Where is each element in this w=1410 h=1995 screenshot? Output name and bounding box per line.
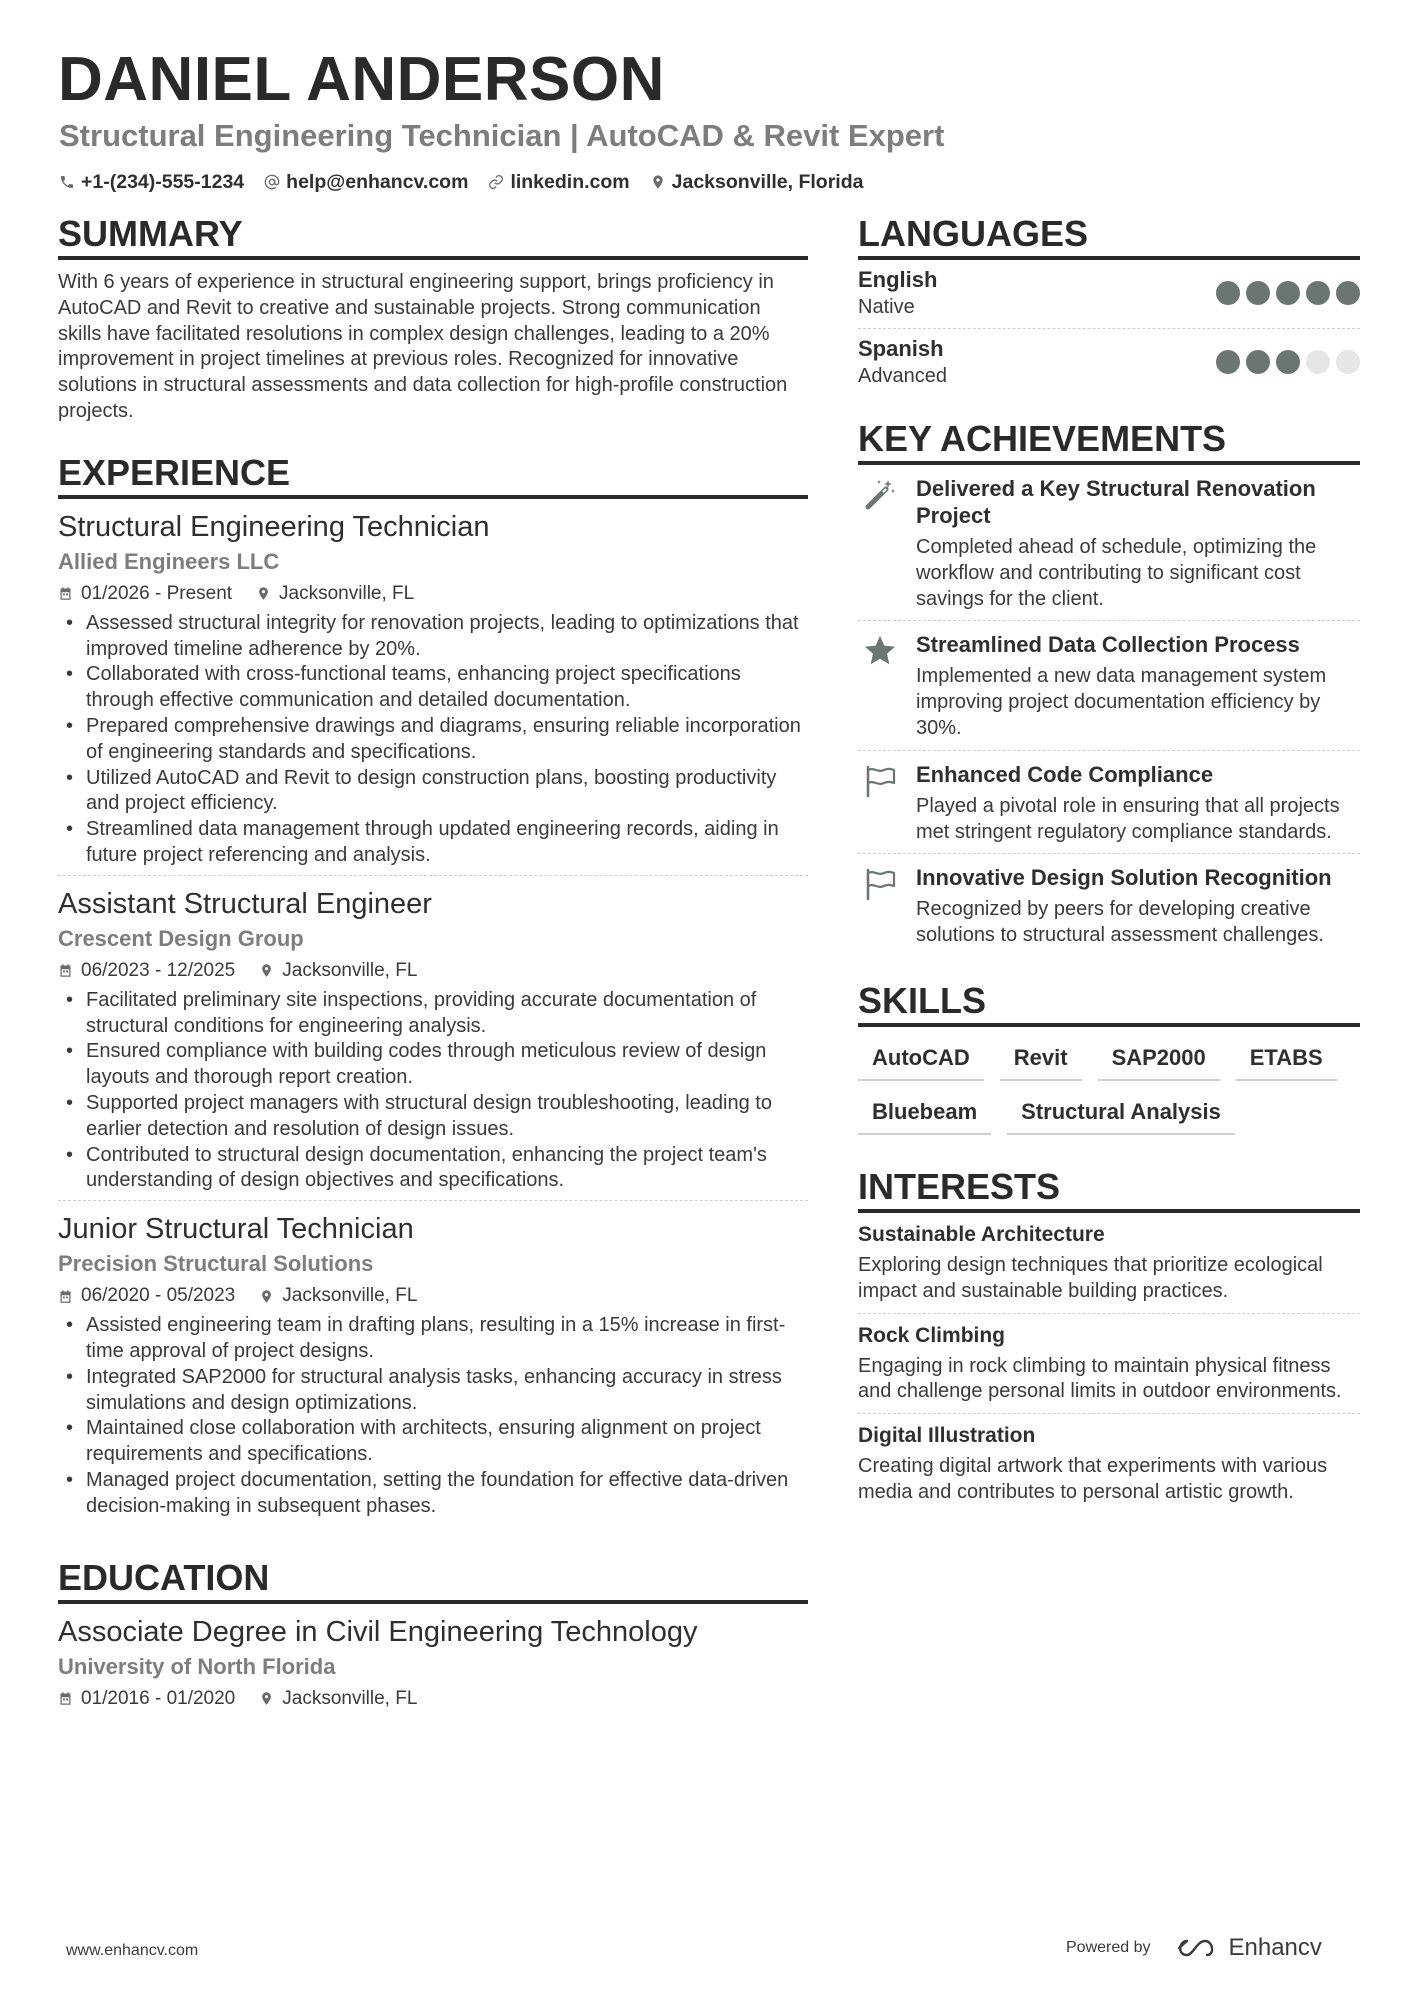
skill-tag: AutoCAD [858, 1041, 984, 1081]
magic-wand-icon [862, 477, 898, 513]
job-dates-text: 06/2020 - 05/2023 [81, 1285, 236, 1307]
summary-heading: SUMMARY [58, 212, 808, 260]
location-icon [256, 586, 271, 601]
education-dates-text: 01/2016 - 01/2020 [81, 1687, 236, 1709]
job-title: Junior Structural Technician [58, 1213, 414, 1246]
job-entry [58, 499, 808, 876]
achievement-title: Innovative Design Solution Recognition [916, 865, 1332, 891]
rating-dot-filled [1216, 350, 1240, 374]
job-bullet: • Contributed to structural design documentation, enhancing the project team's understanding of design objectives and specifications. [58, 1143, 808, 1195]
languages-section [858, 212, 1360, 397]
contact-phone[interactable] [59, 168, 244, 196]
degree-title: Associate Degree in Civil Engineering Technology [58, 1615, 698, 1648]
interests-heading: INTERESTS [858, 1165, 1360, 1213]
brand-logo[interactable] [1175, 1934, 1322, 1962]
language-rating [1216, 350, 1360, 374]
achievement-item [858, 465, 1360, 621]
achievement-item [858, 751, 1360, 855]
company-name: Precision Structural Solutions [58, 1251, 374, 1277]
flag-icon [862, 866, 898, 902]
right-column [858, 212, 1360, 1514]
rating-dot-filled [1276, 350, 1300, 374]
education-entry [58, 1604, 808, 1718]
rating-dot-filled [1246, 350, 1270, 374]
achievement-title: Streamlined Data Collection Process [916, 632, 1300, 658]
left-column [58, 212, 808, 1718]
skill-tag: SAP2000 [1098, 1041, 1220, 1081]
achievement-desc: Played a pivotal role in ensuring that all projects met stringent regulatory compliance standards. [916, 794, 1340, 843]
job-title: Structural Engineering Technician [58, 510, 490, 543]
interest-desc: Creating digital artwork that experiments with various media and contributes to personal artistic growth. [858, 1455, 1328, 1503]
language-item [858, 260, 1360, 329]
job-dates [58, 581, 232, 607]
contact-linkedin-text: linkedin.com [510, 171, 630, 193]
job-meta [58, 581, 808, 607]
job-dates-text: 06/2023 - 12/2025 [81, 959, 236, 981]
interest-desc: Exploring design techniques that prioritize ecological impact and sustainable building practices. [858, 1253, 1323, 1302]
job-bullet: • Integrated SAP2000 for structural analysis tasks, enhancing accuracy in stress simulations and design optimizations. [58, 1365, 808, 1417]
powered-by-label: Powered by [1066, 1939, 1151, 1956]
rating-dot-filled [1306, 281, 1330, 305]
job-bullet: • Streamlined data management through updated engineering records, aiding in future project referencing and analysis. [58, 817, 808, 869]
brand-name: Enhancv [1228, 1934, 1322, 1961]
job-bullets [58, 988, 808, 1194]
achievement-desc: Completed ahead of schedule, optimizing the workflow and contributing to significant cost savings for the client. [916, 536, 1317, 610]
language-name: English [858, 267, 938, 292]
education-dates [58, 1686, 235, 1712]
interest-desc: Engaging in rock climbing to maintain physical fitness and challenge personal limits in outdoor environments. [858, 1354, 1342, 1403]
education-section [58, 1556, 808, 1718]
at-icon [264, 174, 280, 190]
achievements-section [858, 417, 1360, 957]
school-name: University of North Florida [58, 1653, 336, 1679]
job-bullet: • Facilitated preliminary site inspections, providing accurate documentation of structural conditions for engineering analysis. [58, 988, 808, 1040]
candidate-name: DANIEL ANDERSON [58, 45, 665, 114]
education-heading: EDUCATION [58, 1556, 808, 1604]
rating-dot-filled [1276, 281, 1300, 305]
calendar-icon [58, 1289, 73, 1304]
job-bullets [58, 611, 808, 869]
skill-tag: Revit [1000, 1041, 1082, 1081]
languages-heading: LANGUAGES [858, 212, 1360, 260]
interest-item [858, 1414, 1360, 1514]
contact-email[interactable] [264, 168, 468, 196]
rating-dot-filled [1216, 281, 1240, 305]
star-icon [862, 633, 898, 669]
location-icon [650, 174, 666, 190]
job-location [259, 1283, 417, 1309]
achievement-item [858, 621, 1360, 750]
job-bullet: • Ensured compliance with building codes through meticulous review of design layouts and thorough report creation. [58, 1039, 808, 1091]
skill-tag: Structural Analysis [1007, 1095, 1235, 1135]
rating-dot-filled [1246, 281, 1270, 305]
calendar-icon [58, 963, 73, 978]
language-rating [1216, 281, 1360, 305]
footer-branding [1066, 1934, 1322, 1962]
location-icon [259, 1289, 274, 1304]
footer-website[interactable]: www.enhancv.com [66, 1942, 199, 1959]
job-location-text: Jacksonville, FL [279, 582, 415, 604]
company-name: Crescent Design Group [58, 925, 304, 951]
job-location [256, 581, 414, 607]
achievement-item [858, 854, 1360, 957]
skills-heading: SKILLS [858, 979, 1360, 1027]
achievement-desc: Implemented a new data management system improving project documentation efficiency by 30%. [916, 665, 1327, 739]
education-location [259, 1686, 417, 1712]
job-bullets [58, 1313, 808, 1519]
job-entry [58, 876, 808, 1201]
calendar-icon [58, 1691, 73, 1706]
job-bullet: • Collaborated with cross-functional teams, enhancing project specifications through effective communication and detailed documentation. [58, 662, 808, 714]
interest-item [858, 1314, 1360, 1415]
contact-location [650, 168, 864, 196]
rating-dot-filled [1336, 281, 1360, 305]
job-location-text: Jacksonville, FL [282, 1285, 418, 1307]
interest-title: Sustainable Architecture [858, 1222, 1105, 1246]
language-name: Spanish [858, 336, 944, 361]
education-location-text: Jacksonville, FL [282, 1687, 418, 1709]
job-bullet: • Managed project documentation, setting the foundation for effective data-driven decision-making in subsequent phases. [58, 1468, 808, 1520]
link-icon [488, 174, 504, 190]
company-name: Allied Engineers LLC [58, 548, 280, 574]
interests-section [858, 1165, 1360, 1514]
language-item [858, 329, 1360, 397]
skills-list [858, 1041, 1360, 1135]
rating-dot-empty [1336, 350, 1360, 374]
interest-title: Digital Illustration [858, 1424, 1036, 1448]
summary-section [58, 212, 808, 425]
job-meta [58, 958, 808, 984]
summary-text: With 6 years of experience in structural engineering support, brings proficiency in AutoCAD and Revit to creative and sustainable projects. Strong communication skills have facilitated resolutions in complex design challenges, leading to a 20% improvement in project timelines at previous roles. Recognized for innovative solutions in structural assessments and data collection for high-profile construction projects. [58, 271, 788, 422]
interest-title: Rock Climbing [858, 1323, 1006, 1347]
education-meta [58, 1686, 808, 1712]
job-bullet: • Utilized AutoCAD and Revit to design construction plans, boosting productivity and project efficiency. [58, 766, 808, 818]
location-icon [259, 1691, 274, 1706]
skills-section [858, 979, 1360, 1135]
contact-location-text: Jacksonville, Florida [671, 171, 864, 193]
job-bullet: • Assessed structural integrity for renovation projects, leading to optimizations that improved timeline adherence by 20%. [58, 611, 808, 663]
job-title: Assistant Structural Engineer [58, 887, 432, 920]
job-dates [58, 958, 235, 984]
job-bullet: • Assisted engineering team in drafting plans, resulting in a 15% increase in first-time approval of project designs. [58, 1313, 808, 1365]
skill-tag: Bluebeam [858, 1095, 991, 1135]
location-icon [259, 963, 274, 978]
job-location [259, 958, 417, 984]
rating-dot-empty [1306, 350, 1330, 374]
phone-icon [59, 174, 75, 190]
enhancv-logo-icon [1175, 1935, 1221, 1961]
achievements-heading: KEY ACHIEVEMENTS [858, 417, 1360, 465]
job-bullet: • Supported project managers with structural design troubleshooting, leading to earlier detection and resolution of design issues. [58, 1091, 808, 1143]
experience-section [58, 451, 808, 1526]
job-location-text: Jacksonville, FL [282, 959, 418, 981]
job-dates-text: 01/2026 - Present [81, 582, 233, 604]
contact-email-text: help@enhancv.com [286, 171, 469, 193]
flag-icon [862, 763, 898, 799]
job-bullet: • Maintained close collaboration with architects, ensuring alignment on project requirements and specifications. [58, 1416, 808, 1468]
job-dates [58, 1283, 235, 1309]
interest-item [858, 1213, 1360, 1314]
achievement-desc: Recognized by peers for developing creative solutions to structural assessment challenges. [916, 898, 1324, 947]
candidate-title: Structural Engineering Technician | AutoCAD & Revit Expert [59, 118, 945, 153]
achievement-title: Enhanced Code Compliance [916, 761, 1214, 787]
language-level: Advanced [858, 365, 947, 387]
calendar-icon [58, 586, 73, 601]
achievement-title: Delivered a Key Structural Renovation Project [916, 476, 1316, 528]
skill-tag: ETABS [1236, 1041, 1337, 1081]
job-meta [58, 1283, 808, 1309]
contact-bar [59, 168, 863, 196]
contact-phone-text: +1-(234)-555-1234 [81, 171, 245, 193]
contact-linkedin[interactable] [488, 168, 629, 196]
language-level: Native [858, 296, 915, 318]
experience-heading: EXPERIENCE [58, 451, 808, 499]
job-bullet: • Prepared comprehensive drawings and diagrams, ensuring reliable incorporation of engineering standards and specifications. [58, 714, 808, 766]
job-entry [58, 1201, 808, 1525]
